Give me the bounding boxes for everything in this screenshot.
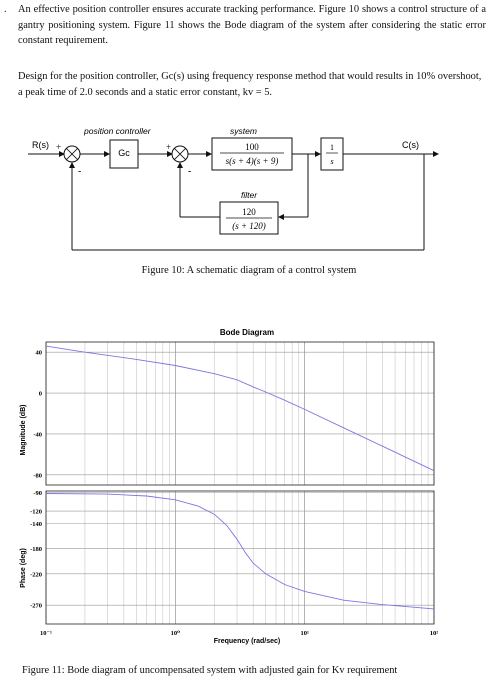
plus-sign-1: + <box>56 142 62 152</box>
x-tick-label: 10² <box>429 630 439 637</box>
list-bullet: . <box>4 4 7 15</box>
x-axis-label: Frequency (rad/sec) <box>213 638 281 645</box>
x-tick-label: 10⁻¹ <box>40 630 52 637</box>
integrator-denominator: s <box>330 157 334 166</box>
problem-paragraph-1 <box>18 2 486 49</box>
system-label: system <box>230 126 257 136</box>
bode-diagram <box>0 322 498 652</box>
chart-title: Bode Diagram <box>219 328 275 337</box>
phase-tick-label: -90 <box>33 489 42 497</box>
magnitude-axes-frame <box>46 342 434 485</box>
system-numerator: 100 <box>245 142 259 152</box>
input-label: R(s) <box>32 140 49 150</box>
integrator-numerator: 1 <box>330 143 334 152</box>
phase-tick-label: -120 <box>30 508 42 516</box>
paragraph-1-text: An effective position controller ensures accurate tracking performance. Figure 10 shows a control structure of a gantry positioning system. Figure 11 shows the Bode diagram of the system after considering the static error constant requirement. <box>18 4 486 47</box>
figure-10-caption: Figure 10: A schematic diagram of a control system <box>141 265 357 276</box>
filter-numerator: 120 <box>242 207 256 217</box>
magnitude-series-line <box>46 346 434 471</box>
controller-label: position controller <box>84 126 151 136</box>
controller-text: Gc <box>118 148 130 158</box>
system-denominator: s(s + 4)(s + 9) <box>225 156 279 166</box>
problem-paragraph-2 <box>18 69 486 100</box>
phase-tick-label: -220 <box>30 571 42 579</box>
magnitude-tick-label: 40 <box>35 349 42 357</box>
block-diagram <box>0 112 498 272</box>
phase-tick-label: -180 <box>30 546 42 554</box>
magnitude-tick-label: -40 <box>33 431 42 439</box>
filter-denominator: (s + 120) <box>232 221 266 231</box>
magnitude-tick-label: 0 <box>38 390 42 398</box>
filter-label: filter <box>240 190 258 200</box>
minus-sign-1: - <box>78 166 82 177</box>
phase-axis-label: Phase (deg) <box>20 548 27 588</box>
plus-sign-2: + <box>166 142 172 152</box>
minus-sign-2: - <box>188 166 192 177</box>
output-label: C(s) <box>402 140 419 150</box>
magnitude-axis-label: Magnitude (dB) <box>20 404 27 456</box>
phase-tick-label: -140 <box>30 521 42 529</box>
figure-11-caption: Figure 11: Bode diagram of uncompensated system with adjusted gain for Kv requirement <box>22 665 398 676</box>
paragraph-2-text: Design for the position controller, Gc(s) using frequency response method that would results in 10% overshoot, a peak time of 2.0 seconds and a static error constant, kv = 5. <box>18 71 482 98</box>
magnitude-tick-label: -80 <box>33 472 42 480</box>
x-tick-label: 10¹ <box>300 630 309 637</box>
x-tick-label: 10⁰ <box>170 630 181 637</box>
phase-tick-label: -270 <box>30 602 42 610</box>
